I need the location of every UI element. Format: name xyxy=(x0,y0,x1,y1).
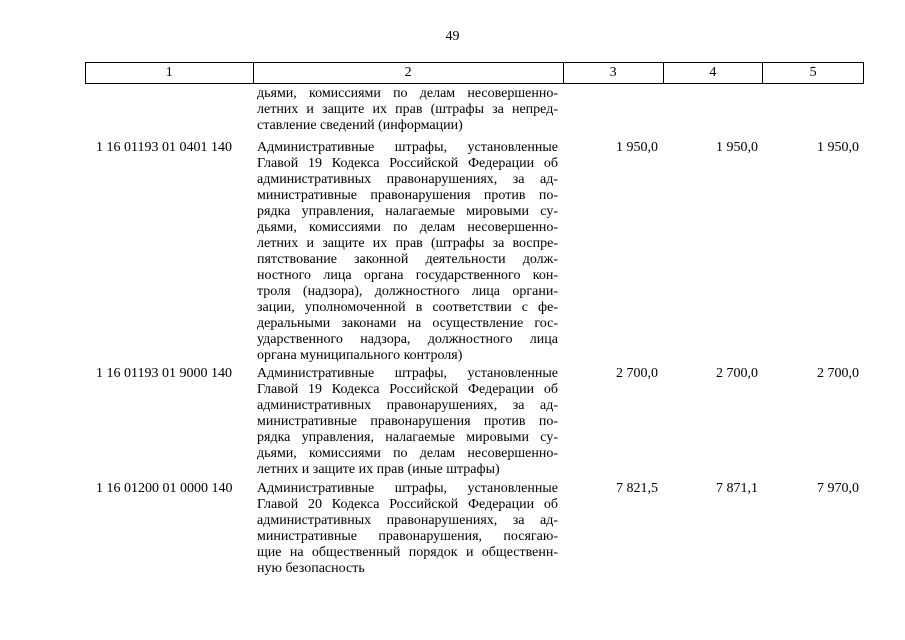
row-description-line: Главой 20 Кодекса Российской Федерации об xyxy=(257,497,558,512)
row-description-line: рядка управления, налагаемые мировыми су- xyxy=(257,204,558,219)
row-value-col4: 2 700,0 xyxy=(716,366,758,381)
row-description-line: Административные штрафы, установленные xyxy=(257,366,558,381)
row-description-line: министративные правонарушения, посягаю- xyxy=(257,529,558,544)
row-value-col4: 7 871,1 xyxy=(716,481,758,496)
row-description-line: щие на общественный порядок и общественн- xyxy=(257,545,558,560)
row-description-line: Главой 19 Кодекса Российской Федерации об xyxy=(257,382,558,397)
row-description-line: административных правонарушениях, за ад- xyxy=(257,172,558,187)
row-description-line: административных правонарушениях, за ад- xyxy=(257,513,558,528)
row-description-line: летних и защите их прав (иные штрафы) xyxy=(257,462,500,477)
row-value-col3: 1 950,0 xyxy=(616,140,658,155)
row-description-line: Главой 19 Кодекса Российской Федерации об xyxy=(257,156,558,171)
row-description-line: дьями, комиссиями по делам несовершенно- xyxy=(257,446,558,461)
row-description-line: министративные правонарушения против по- xyxy=(257,414,558,429)
continuation-line: дьями, комиссиями по делам несовершенно- xyxy=(257,86,558,101)
row-description-line: ностного лица органа государственного кон- xyxy=(257,268,558,283)
row-description-line: ударственного надзора, должностного лица xyxy=(257,332,558,347)
row-description-line: зации, уполномоченной в соответствии с фе- xyxy=(257,300,558,315)
row-description-line: летних и защите их прав (штрафы за воспре- xyxy=(257,236,558,251)
header-col-3: 3 xyxy=(564,63,664,83)
row-value-col5: 7 970,0 xyxy=(817,481,859,496)
row-description-line: рядка управления, налагаемые мировыми су- xyxy=(257,430,558,445)
header-col-5: 5 xyxy=(809,65,817,80)
row-description-line: Административные штрафы, установленные xyxy=(257,140,558,155)
row-description-line: пятствование законной деятельности долж- xyxy=(257,252,558,267)
row-value-col4: 1 950,0 xyxy=(716,140,758,155)
header-col-1: 1 xyxy=(86,63,254,83)
row-value-col5: 2 700,0 xyxy=(817,366,859,381)
table-header xyxy=(85,62,864,84)
page-number: 49 xyxy=(445,29,460,44)
row-description-line: Административные штрафы, установленные xyxy=(257,481,558,496)
row-description-line: министративные правонарушения против по- xyxy=(257,188,558,203)
header-col-2: 2 xyxy=(254,63,564,83)
row-code: 1 16 01200 01 0000 140 xyxy=(96,481,233,496)
header-col-4: 4 xyxy=(664,63,764,83)
row-value-col3: 2 700,0 xyxy=(616,366,658,381)
row-value-col3: 7 821,5 xyxy=(616,481,658,496)
continuation-line: летних и защите их прав (штрафы за непред- xyxy=(257,102,558,117)
row-code: 1 16 01193 01 0401 140 xyxy=(96,140,232,155)
row-description-line: административных правонарушениях, за ад- xyxy=(257,398,558,413)
row-description-line: троля (надзора), должностного лица органи- xyxy=(257,284,558,299)
continuation-line: ставление сведений (информации) xyxy=(257,118,463,133)
row-description-line: деральными законами на осуществление гос- xyxy=(257,316,558,331)
row-value-col5: 1 950,0 xyxy=(817,140,859,155)
row-description-line: ную безопасность xyxy=(257,561,365,576)
row-code: 1 16 01193 01 9000 140 xyxy=(96,366,232,381)
row-description-line: органа муниципального контроля) xyxy=(257,348,463,363)
row-description-line: дьями, комиссиями по делам несовершенно- xyxy=(257,220,558,235)
